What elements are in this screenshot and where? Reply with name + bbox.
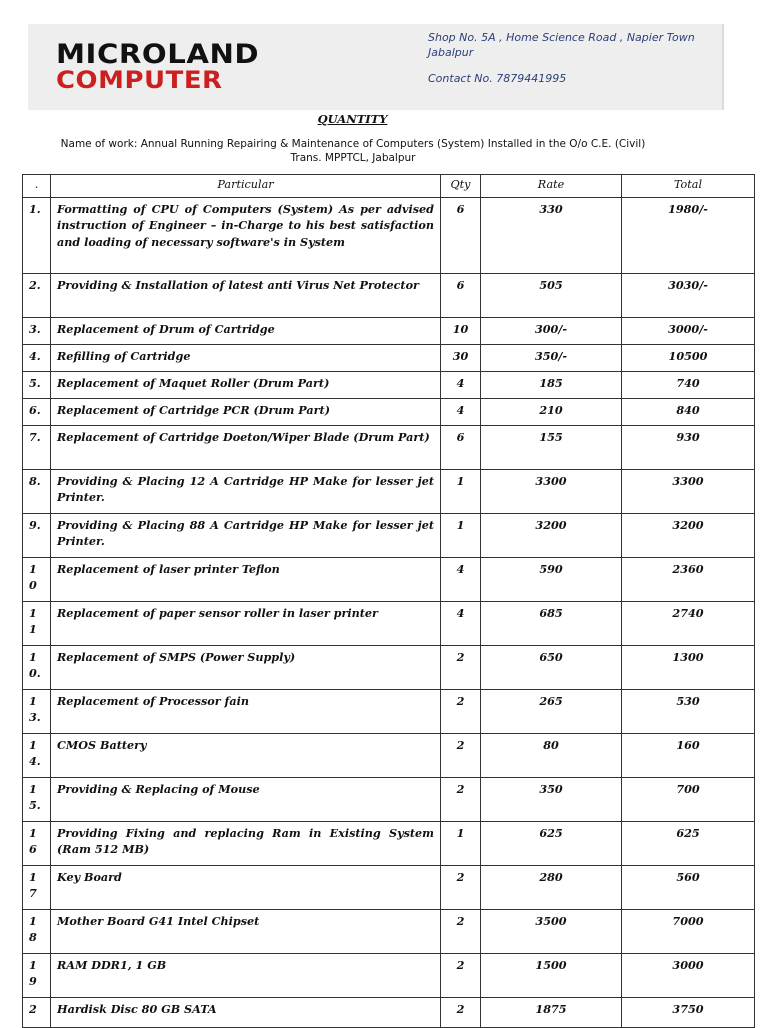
table-row bbox=[23, 557, 755, 601]
row-qty: 6 bbox=[441, 197, 481, 273]
row-qty: 10 bbox=[441, 317, 481, 344]
row-number: 2. bbox=[23, 273, 51, 317]
table-row bbox=[23, 371, 755, 398]
row-total: 560 bbox=[622, 865, 755, 909]
row-particular: Providing & Placing 88 A Cartridge HP Make for lesser jet Printer. bbox=[51, 513, 441, 557]
row-total: 2360 bbox=[622, 557, 755, 601]
row-total: 700 bbox=[622, 777, 755, 821]
row-number: 1 6 bbox=[23, 821, 51, 865]
table-row bbox=[23, 733, 755, 777]
row-number: 1 4. bbox=[23, 733, 51, 777]
company-logo bbox=[56, 39, 260, 94]
row-qty: 6 bbox=[441, 425, 481, 469]
row-rate: 3200 bbox=[481, 513, 622, 557]
row-qty: 2 bbox=[441, 733, 481, 777]
row-particular: Replacement of Drum of Cartridge bbox=[51, 317, 441, 344]
row-total: 3750 bbox=[622, 997, 755, 1027]
row-rate: 3300 bbox=[481, 469, 622, 513]
table-row bbox=[23, 953, 755, 997]
row-rate: 505 bbox=[481, 273, 622, 317]
row-qty: 2 bbox=[441, 865, 481, 909]
quantity-table bbox=[22, 174, 755, 1028]
name-of-work bbox=[28, 137, 678, 165]
row-total: 740 bbox=[622, 371, 755, 398]
address-line-2: Jabalpur bbox=[428, 46, 474, 59]
row-number: 1 9 bbox=[23, 953, 51, 997]
table-row bbox=[23, 777, 755, 821]
table-row bbox=[23, 197, 755, 273]
row-particular: Replacement of Cartridge PCR (Drum Part) bbox=[51, 398, 441, 425]
table-row bbox=[23, 398, 755, 425]
row-number: 1 3. bbox=[23, 689, 51, 733]
row-particular: Providing & Replacing of Mouse bbox=[51, 777, 441, 821]
row-rate: 300/- bbox=[481, 317, 622, 344]
table-row bbox=[23, 909, 755, 953]
row-number: 1 1 bbox=[23, 601, 51, 645]
row-qty: 1 bbox=[441, 513, 481, 557]
row-particular: Providing Fixing and replacing Ram in Existing System (Ram 512 MB) bbox=[51, 821, 441, 865]
col-header-qty: Qty bbox=[441, 175, 481, 198]
row-total: 10500 bbox=[622, 344, 755, 371]
row-total: 7000 bbox=[622, 909, 755, 953]
row-total: 3000/- bbox=[622, 317, 755, 344]
row-qty: 2 bbox=[441, 909, 481, 953]
row-qty: 1 bbox=[441, 821, 481, 865]
row-number: 1 0 bbox=[23, 557, 51, 601]
row-particular: Replacement of Processor fain bbox=[51, 689, 441, 733]
table-row bbox=[23, 513, 755, 557]
row-total: 3030/- bbox=[622, 273, 755, 317]
row-rate: 210 bbox=[481, 398, 622, 425]
row-rate: 1875 bbox=[481, 997, 622, 1027]
row-particular: Refilling of Cartridge bbox=[51, 344, 441, 371]
row-rate: 685 bbox=[481, 601, 622, 645]
row-total: 625 bbox=[622, 821, 755, 865]
col-header-number: . bbox=[23, 175, 51, 198]
row-particular: Replacement of Maquet Roller (Drum Part) bbox=[51, 371, 441, 398]
row-rate: 155 bbox=[481, 425, 622, 469]
row-number: 5. bbox=[23, 371, 51, 398]
table-row bbox=[23, 689, 755, 733]
table-row bbox=[23, 317, 755, 344]
work-line-1: Name of work: Annual Running Repairing & Maintenance of Computers (System) Installed in the O/o C.E. (Civil) bbox=[60, 138, 646, 150]
table-header-row bbox=[23, 175, 755, 198]
row-particular: Replacement of Cartridge Doeton/Wiper Blade (Drum Part) bbox=[51, 425, 441, 469]
col-header-particular: Particular bbox=[51, 175, 441, 198]
row-rate: 1500 bbox=[481, 953, 622, 997]
row-total: 3200 bbox=[622, 513, 755, 557]
table-row bbox=[23, 645, 755, 689]
table-row bbox=[23, 821, 755, 865]
row-total: 530 bbox=[622, 689, 755, 733]
row-total: 930 bbox=[622, 425, 755, 469]
row-qty: 4 bbox=[441, 371, 481, 398]
row-qty: 4 bbox=[441, 398, 481, 425]
row-number: 1 5. bbox=[23, 777, 51, 821]
row-number: 4. bbox=[23, 344, 51, 371]
row-qty: 6 bbox=[441, 273, 481, 317]
row-number: 3. bbox=[23, 317, 51, 344]
row-total: 1980/- bbox=[622, 197, 755, 273]
row-particular: Providing & Installation of latest anti Virus Net Protector bbox=[51, 273, 441, 317]
row-rate: 330 bbox=[481, 197, 622, 273]
row-number: 9. bbox=[23, 513, 51, 557]
row-rate: 280 bbox=[481, 865, 622, 909]
shop-address bbox=[428, 30, 718, 86]
row-number: 6. bbox=[23, 398, 51, 425]
address-line-1: Shop No. 5A , Home Science Road , Napier Town bbox=[428, 31, 695, 44]
row-qty: 2 bbox=[441, 777, 481, 821]
col-header-total: Total bbox=[622, 175, 755, 198]
row-number: 2 bbox=[23, 997, 51, 1027]
row-qty: 2 bbox=[441, 689, 481, 733]
row-rate: 265 bbox=[481, 689, 622, 733]
row-number: 1 7 bbox=[23, 865, 51, 909]
row-particular: Replacement of paper sensor roller in laser printer bbox=[51, 601, 441, 645]
table-row bbox=[23, 601, 755, 645]
row-rate: 590 bbox=[481, 557, 622, 601]
row-number: 1. bbox=[23, 197, 51, 273]
row-particular: Replacement of laser printer Teflon bbox=[51, 557, 441, 601]
row-particular: CMOS Battery bbox=[51, 733, 441, 777]
contact-number: Contact No. 7879441995 bbox=[428, 72, 567, 85]
row-rate: 350 bbox=[481, 777, 622, 821]
row-number: 1 8 bbox=[23, 909, 51, 953]
row-rate: 350/- bbox=[481, 344, 622, 371]
row-particular: Hardisk Disc 80 GB SATA bbox=[51, 997, 441, 1027]
table-body bbox=[23, 197, 755, 1027]
row-qty: 30 bbox=[441, 344, 481, 371]
row-total: 160 bbox=[622, 733, 755, 777]
row-particular: RAM DDR1, 1 GB bbox=[51, 953, 441, 997]
row-particular: Formatting of CPU of Computers (System) As per advised instruction of Engineer – in-Charge to his best satisfaction and loading of necessary software's in System bbox=[51, 197, 441, 273]
row-total: 3000 bbox=[622, 953, 755, 997]
row-qty: 4 bbox=[441, 601, 481, 645]
row-total: 1300 bbox=[622, 645, 755, 689]
document-title: QUANTITY bbox=[317, 112, 388, 126]
col-header-rate: Rate bbox=[481, 175, 622, 198]
row-number: 1 0. bbox=[23, 645, 51, 689]
row-number: 7. bbox=[23, 425, 51, 469]
row-particular: Replacement of SMPS (Power Supply) bbox=[51, 645, 441, 689]
table-row bbox=[23, 273, 755, 317]
row-total: 3300 bbox=[622, 469, 755, 513]
table-row bbox=[23, 997, 755, 1027]
work-line-2: Trans. MPPTCL, Jabalpur bbox=[290, 152, 416, 164]
table-row bbox=[23, 865, 755, 909]
row-particular: Providing & Placing 12 A Cartridge HP Make for lesser jet Printer. bbox=[51, 469, 441, 513]
table-row bbox=[23, 425, 755, 469]
row-rate: 650 bbox=[481, 645, 622, 689]
row-qty: 2 bbox=[441, 645, 481, 689]
row-rate: 625 bbox=[481, 821, 622, 865]
row-number: 8. bbox=[23, 469, 51, 513]
row-qty: 4 bbox=[441, 557, 481, 601]
table-row bbox=[23, 469, 755, 513]
row-total: 2740 bbox=[622, 601, 755, 645]
row-rate: 185 bbox=[481, 371, 622, 398]
row-particular: Key Board bbox=[51, 865, 441, 909]
row-qty: 1 bbox=[441, 469, 481, 513]
logo-line-2: COMPUTER bbox=[56, 66, 223, 94]
row-total: 840 bbox=[622, 398, 755, 425]
logo-line-1: MICROLAND bbox=[56, 39, 260, 70]
row-particular: Mother Board G41 Intel Chipset bbox=[51, 909, 441, 953]
row-qty: 2 bbox=[441, 953, 481, 997]
table-row bbox=[23, 344, 755, 371]
letterhead bbox=[28, 24, 724, 110]
row-qty: 2 bbox=[441, 997, 481, 1027]
row-rate: 80 bbox=[481, 733, 622, 777]
row-rate: 3500 bbox=[481, 909, 622, 953]
